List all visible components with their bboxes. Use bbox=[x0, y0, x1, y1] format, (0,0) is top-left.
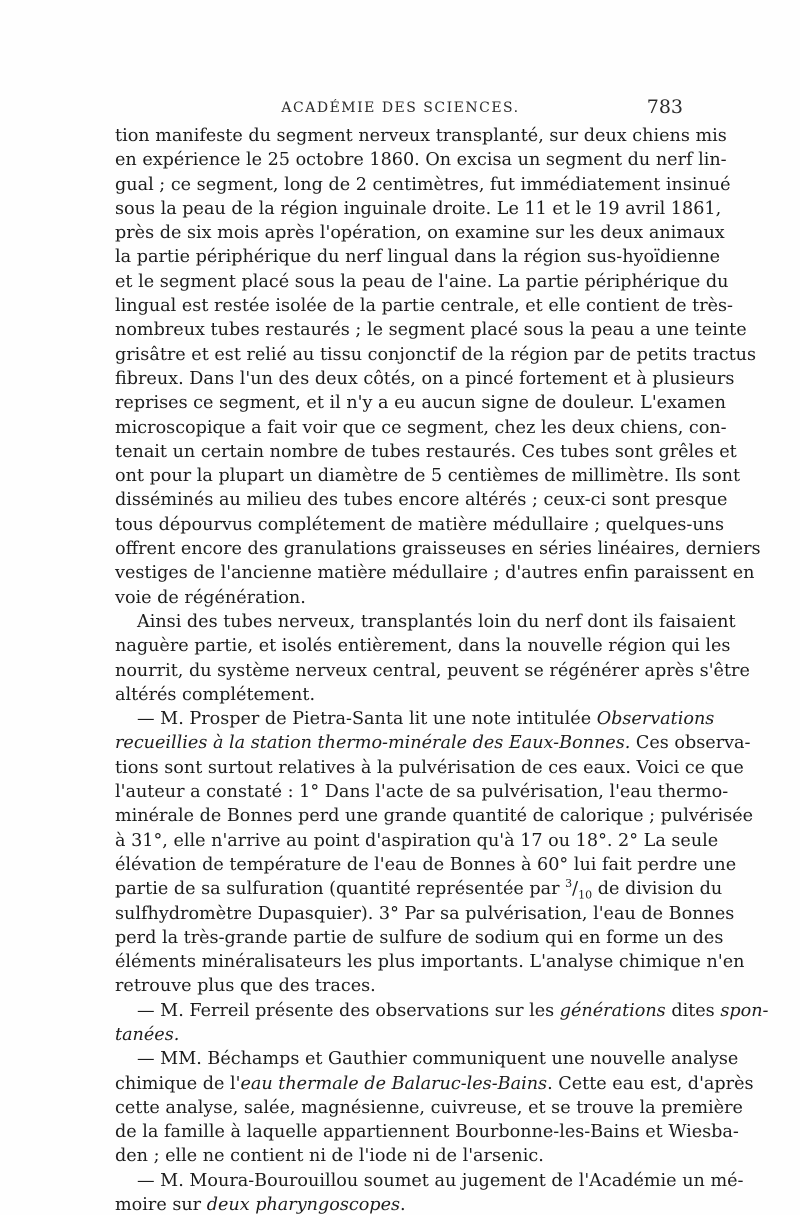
text-line bbox=[115, 1193, 685, 1217]
fraction-numerator: 3 bbox=[565, 877, 573, 891]
text-segment: Ces observa- bbox=[635, 733, 751, 754]
text-segment: — M. Prosper de Pietra-Santa lit une note intitulée bbox=[137, 709, 592, 730]
text-line: offrent encore des granulations graisseuses en séries linéaires, derniers bbox=[115, 539, 761, 560]
text-segment: de division du bbox=[597, 879, 723, 900]
text-line: élévation de température de l'eau de Bonnes à 60° lui fait perdre une bbox=[115, 854, 737, 875]
text-line: den ; elle ne contient ni de l'iode ni de l'arsenic. bbox=[115, 1146, 544, 1167]
text-line: ont pour la plupart un diamètre de 5 centièmes de millimètre. Ils sont bbox=[115, 466, 741, 487]
text-line bbox=[115, 731, 751, 755]
text-segment: dites bbox=[671, 1000, 715, 1021]
fraction-denominator: 10 bbox=[578, 888, 593, 902]
text-line: — M. Moura-Bourouillou soumet au jugement de l'Académie un mé- bbox=[137, 1170, 744, 1191]
text-line: naguère partie, et isolés entièrement, dans la nouvelle région qui les bbox=[115, 636, 731, 657]
text-line: nombreux tubes restaurés ; le segment placé sous la peau a une teinte bbox=[115, 320, 747, 341]
text-line: l'auteur a constaté : 1° Dans l'acte de sa pulvérisation, l'eau thermo- bbox=[115, 782, 729, 803]
text-line: partie de sa sulfuration (quantité représentée par $^3/_{10}$ de division du bbox=[115, 877, 723, 902]
italic-term: tanées. bbox=[115, 1024, 180, 1045]
text-line: près de six mois après l'opération, on examine sur les deux animaux bbox=[115, 223, 725, 244]
text-line: reprises ce segment, et il n'y a eu aucun signe de douleur. L'examen bbox=[115, 393, 726, 414]
text-line: tions sont surtout relatives à la pulvérisation de ces eaux. Voici ce que bbox=[115, 757, 744, 778]
text-line: Ainsi des tubes nerveux, transplantés loin du nerf dont ils faisaient bbox=[137, 611, 736, 632]
text-line: tion manifeste du segment nerveux transplanté, sur deux chiens mis bbox=[115, 126, 727, 146]
text-line bbox=[115, 707, 715, 731]
italic-term: générations bbox=[559, 1000, 666, 1021]
text-line: grisâtre et est relié au tissu conjonctif de la région par de petits tractus bbox=[115, 344, 757, 365]
text-line: retrouve plus que des traces. bbox=[115, 976, 376, 997]
text-line: voie de régénération. bbox=[115, 587, 306, 608]
text-line: éléments minéralisateurs les plus importants. L'analyse chimique n'en bbox=[115, 952, 745, 973]
italic-term: eau thermale de Balaruc-les-Bains bbox=[240, 1073, 548, 1094]
text-line: de la famille à laquelle appartiennent Bourbonne-les-Bains et Wiesba- bbox=[115, 1122, 739, 1143]
text-line: tous dépourvus complétement de matière médullaire ; quelques-uns bbox=[115, 514, 725, 535]
text-line: fibreux. Dans l'un des deux côtés, on a pincé fortement et à plusieurs bbox=[115, 368, 735, 389]
text-line: tenait un certain nombre de tubes restaurés. Ces tubes sont grêles et bbox=[115, 441, 737, 462]
text-segment: . Cette eau est, d'après bbox=[547, 1073, 754, 1094]
italic-title: recueillies à la station thermo-minérale des Eaux-Bonnes. bbox=[115, 733, 631, 754]
italic-term: spon- bbox=[720, 1000, 769, 1021]
text-line: microscopique a fait voir que ce segment, chez les deux chiens, con- bbox=[115, 417, 727, 438]
text-line: minérale de Bonnes perd une grande quantité de calorique ; pulvérisée bbox=[115, 806, 754, 827]
italic-term: deux pharyngoscopes bbox=[206, 1195, 401, 1216]
text-line: sous la peau de la région inguinale droite. Le 11 et le 19 avril 1861, bbox=[115, 198, 722, 219]
text-segment: moire sur bbox=[115, 1195, 202, 1216]
text-line: perd la très-grande partie de sulfure de sodium qui en forme un des bbox=[115, 927, 724, 948]
text-line bbox=[115, 999, 769, 1023]
text-line: — MM. Béchamps et Gauthier communiquent une nouvelle analyse bbox=[137, 1049, 739, 1070]
italic-title: Observations bbox=[596, 709, 715, 730]
text-line: gual ; ce segment, long de 2 centimètres, fut immédiatement insinué bbox=[115, 174, 731, 195]
text-line: disséminés au milieu des tubes encore altérés ; ceux-ci sont presque bbox=[115, 490, 728, 511]
text-line bbox=[115, 1072, 754, 1096]
text-segment: chimique de l' bbox=[115, 1073, 241, 1094]
text-segment: — M. Ferreil présente des observations sur les bbox=[137, 1000, 555, 1021]
text-line: en expérience le 25 octobre 1860. On excisa un segment du nerf lin- bbox=[115, 150, 727, 171]
text-segment: partie de sa sulfuration (quantité représentée par bbox=[115, 879, 560, 900]
text-line: à 31°, elle n'arrive au point d'aspiration qu'à 17 ou 18°. 2° La seule bbox=[115, 830, 719, 851]
text-line: sulfhydromètre Dupasquier). 3° Par sa pulvérisation, l'eau de Bonnes bbox=[115, 903, 735, 924]
text-line bbox=[115, 1023, 685, 1047]
text-segment: . bbox=[400, 1195, 406, 1216]
body-text bbox=[115, 124, 769, 1217]
text-line: lingual est restée isolée de la partie centrale, et elle contient de très- bbox=[115, 296, 734, 317]
page-header bbox=[118, 96, 683, 124]
text-line: nourrit, du système nerveux central, peuvent se régénérer après s'être bbox=[115, 660, 750, 681]
text-line: cette analyse, salée, magnésienne, cuivreuse, et se trouve la première bbox=[115, 1097, 743, 1118]
running-title: ACADÉMIE DES SCIENCES. bbox=[281, 100, 520, 116]
text-line: et le segment placé sous la peau de l'aine. La partie périphérique du bbox=[115, 271, 729, 292]
text-line: altérés complétement. bbox=[115, 684, 316, 705]
text-line: vestiges de l'ancienne matière médullaire ; d'autres enfin paraissent en bbox=[115, 563, 755, 584]
page-number: 783 bbox=[646, 96, 683, 118]
text-line: la partie périphérique du nerf lingual dans la région sus-hyoïdienne bbox=[115, 247, 721, 268]
